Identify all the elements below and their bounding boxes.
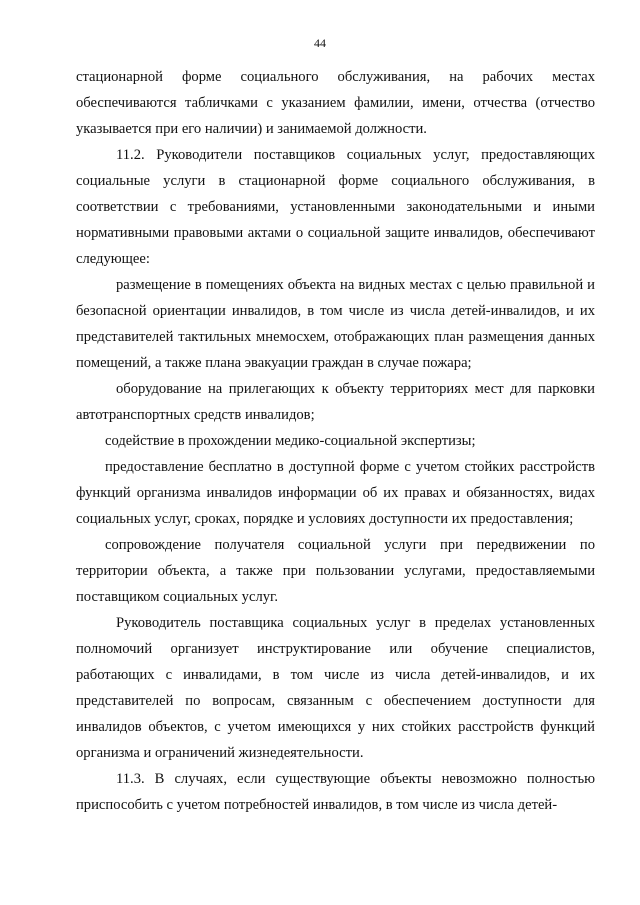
list-item-expertise: содействие в прохождении медико-социальной экспертизы; xyxy=(105,433,476,449)
list-item-parking: оборудование на прилегающих к объекту территориях мест для парковки автотранспортных средств инвалидов; xyxy=(76,381,595,423)
list-item-tactile-schemes: размещение в помещениях объекта на видных местах с целью правильной и безопасной ориентации инвалидов, в том числе из числа детей-инвалидов, и их представителей тактильных мнемосхем, отображающих план размещения данных помещений, а также плана эвакуации граждан в случае пожара; xyxy=(76,277,595,371)
list-item-information: предоставление бесплатно в доступной форме с учетом стойких расстройств функций организма инвалидов информации об их правах и обязанностях, видах социальных услуг, сроках, порядке и условиях доступности их предоставления; xyxy=(76,459,595,527)
document-body xyxy=(76,64,595,818)
page-number: 44 xyxy=(314,36,326,50)
paragraph-11-2: 11.2. Руководители поставщиков социальных услуг, предоставляющих социальные услуги в стационарной форме социального обслуживания, в соответствии с требованиями, установленными законодательными и иными нормативными правовыми актами о социальной защите инвалидов, обеспечивают следующее: xyxy=(76,147,595,267)
paragraph-continuation: стационарной форме социального обслуживания, на рабочих местах обеспечиваются табличками с указанием фамилии, имени, отчества (отчество указывается при его наличии) и занимаемой должности. xyxy=(76,69,595,137)
paragraph-11-3: 11.3. В случаях, если существующие объекты невозможно полностью приспособить с учетом потребностей инвалидов, в том числе из числа детей- xyxy=(76,771,595,813)
paragraph-staff-training: Руководитель поставщика социальных услуг в пределах установленных полномочий организует инструктирование или обучение специалистов, работающих с инвалидами, в том числе из числа детей-инвалидов, и их представителей по вопросам, связанным с обеспечением доступности для инвалидов объектов, с учетом имеющихся у них стойких расстройств функций организма и ограничений жизнедеятельности. xyxy=(76,615,595,761)
list-item-escort: сопровождение получателя социальной услуги при передвижении по территории объекта, а также при пользовании услугами, предоставляемыми поставщиком социальных услуг. xyxy=(76,537,595,605)
